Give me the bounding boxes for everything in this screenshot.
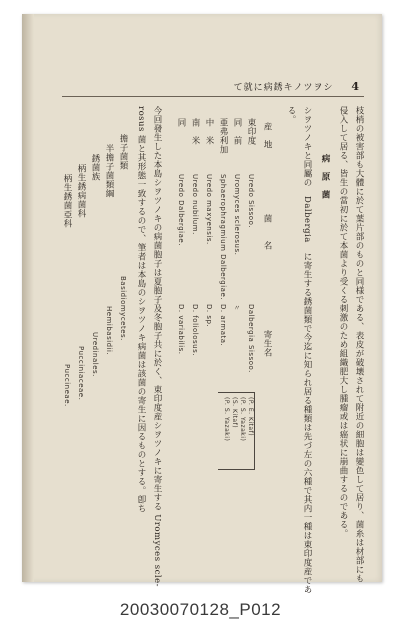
row-fungus-name: Uredo Dalbergiae. (177, 174, 185, 246)
paragraph1-col1: 枝梢の被害部も大體に於て葉片部のものと同様である、表皮が破壊されて附近の細胞は變色して居り、菌糸は材部にも (354, 106, 364, 583)
taxonomy-latin: Puccineae. (63, 364, 71, 407)
taxonomy-rank: 柄生銹病菌科 (76, 164, 86, 218)
row-fungus-name: Sphaerophragmium Dalbergiae. (219, 174, 227, 300)
header-rule (62, 96, 364, 97)
paragraph1-col2: 侵入して居る、皆生の當初に於て本菌より受くる刺激のため組織肥大し腫瘤或は癌状に崩曲するのである。 (338, 106, 348, 538)
taxonomy-rank: 半擔子菌類綱 (104, 144, 114, 198)
paragraph3-col1: 今回發生した本島シヲツノキの病菌胞子は夏胞子及冬胞子共に於く、東印度産シヲツノキに寄生する Uromyces scle- (152, 106, 162, 588)
taxonomy-latin: Hemibasidii. (105, 306, 113, 356)
collector-note: (S. Kitaf) (231, 397, 238, 429)
row-fungus-name: Uredo maxyensis. (205, 174, 213, 245)
collector-note: (P. S. Yazaki) (223, 397, 230, 442)
paragraph3-col2: rosus 菌と其形態一致するので、筆者は本島のシヲツノキ病菌は該菌の寄生に因るものとする。卽ち (136, 106, 146, 514)
table-header-region: 産 地 (262, 122, 272, 149)
taxonomy-latin: Basidiomycetes. (119, 276, 127, 341)
row-host-name: D. armata. (219, 304, 227, 347)
taxonomy-rank: 銹菌族 (90, 154, 100, 181)
row-fungus-name: Uredo nubilum. (191, 174, 199, 235)
row-host-name: D. foliolosus. (191, 304, 199, 356)
row-fungus-name: Uredo Sissoo. (247, 174, 255, 228)
row-host-name: D. variabilis. (177, 304, 185, 355)
row-region: 南 米 (190, 118, 200, 145)
taxonomy-rank: 柄生銹菌亞科 (62, 174, 72, 228)
running-title: て就に病銹キノツヲシ (233, 83, 334, 93)
row-host-name: Dalbergia Sissoo. (247, 304, 255, 373)
row-host-name: D. sp. (205, 304, 213, 328)
row-region: 亜弗利加 (218, 118, 228, 154)
row-host-name: 〃 (233, 304, 241, 312)
row-region: 中 米 (204, 118, 214, 145)
paragraph2-col2: る。 (286, 106, 296, 124)
section-title: 病 原 菌 (320, 154, 330, 199)
table-header-host: 寄生名 (262, 330, 272, 357)
collector-note: (P. S. Yazaki) (239, 397, 246, 442)
taxonomy-latin: Pucciniaceae. (77, 346, 85, 401)
table-header-name: 菌 名 (262, 214, 272, 250)
running-header (234, 80, 360, 93)
row-fungus-name: Uromyces sclerosus. (233, 174, 241, 256)
book-spine-shadow (22, 14, 34, 582)
row-region: 東印度 (246, 118, 256, 145)
paragraph2-col1: シヲツノキと同屬の Dalbergia に寄生する銹菌類で今迄に知られ居る種類は先づ左の六種で其内一種は東印度産であ (302, 106, 312, 594)
row-region: 同 前 (232, 118, 242, 145)
document-page (22, 14, 382, 594)
archive-id-caption: 20030070128_P012 (119, 600, 282, 619)
taxonomy-latin: Uredinales. (91, 332, 99, 377)
collector-bracket (218, 392, 255, 470)
row-region: 同 (176, 118, 186, 127)
collector-note: (P. E. Kitaf) (247, 397, 254, 437)
page-number: 4 (351, 80, 360, 93)
taxonomy-rank: 擔子菌類 (118, 134, 128, 170)
